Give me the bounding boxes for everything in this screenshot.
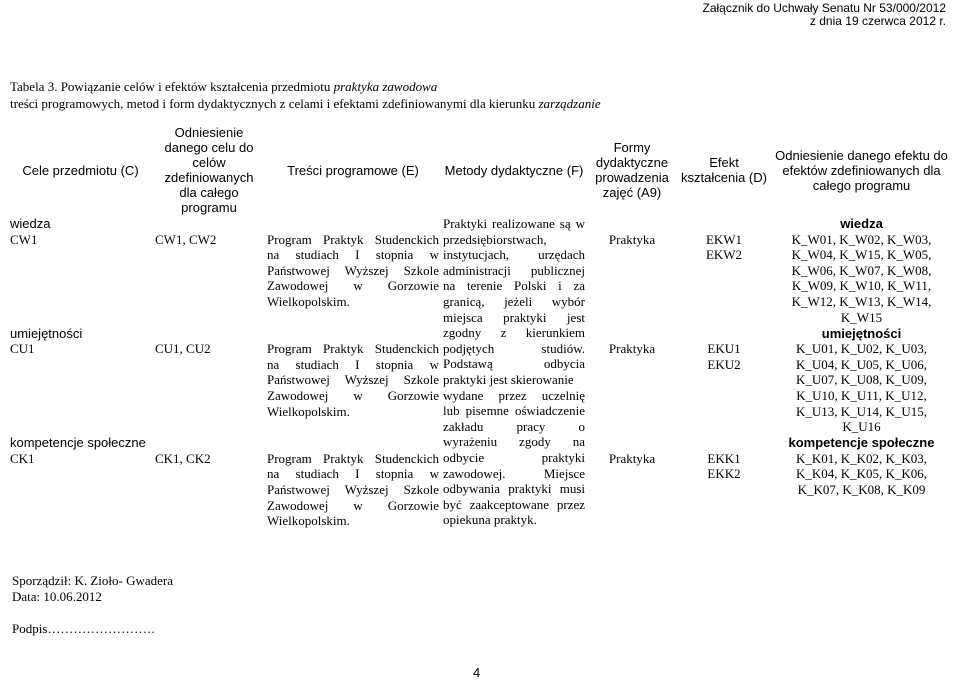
cel-cell: CU1 [10, 341, 35, 357]
header-line-1: Załącznik do Uchwały Senatu Nr 53/000/2012 [702, 1, 946, 15]
table-caption [10, 78, 601, 112]
prepared-date: Data: 10.06.2012 [12, 589, 102, 604]
metody-line: zgodny z kierunkiem [443, 325, 585, 341]
tresc-line: Program Praktyk Studenckich [267, 450, 439, 466]
tresc-cell [265, 451, 441, 529]
metody-line: praktyki jest skierowanie [443, 371, 574, 387]
cel-cell: CK1 [10, 450, 35, 466]
section-row [8, 216, 952, 232]
odniesienie-efektu-cell [771, 451, 952, 529]
odn-efekt-line: K_U16 [842, 419, 881, 435]
tresc-line: na studiach I stopnia w [267, 247, 439, 263]
odn-efekt-line: K_W01, K_W02, K_W03, [791, 231, 932, 247]
tresc-line: Państwowej Wyższej Szkole [267, 262, 439, 278]
odniesienie-celu-cell: CU1, CU2 [155, 341, 211, 357]
header-efekt: Efekt kształcenia (D) [681, 155, 767, 185]
metody-line: wyrażeniu zgody na [443, 434, 585, 450]
cel-cell: CW1 [10, 231, 38, 247]
tresc-line: Wielkopolskim. [267, 293, 350, 309]
odn-efekt-line: K_K04, K_K05, K_K06, [795, 466, 928, 482]
odniesienie-celu-cell: CW1, CW2 [155, 231, 217, 247]
document-header [703, 2, 946, 28]
metody-line: być zaakceptowane przez [443, 496, 585, 512]
odn-efekt-line: K_K07, K_K08, K_K09 [797, 481, 926, 497]
linkage-table [8, 124, 952, 529]
prepared-by: Sporządził: K. Zioło- Gwadera [12, 573, 174, 588]
metody-line: odbycie praktyki [443, 449, 585, 465]
tresc-line: Zawodowej w Gorzowie [267, 387, 439, 403]
caption-text-1: Tabela 3. Powiązanie celów i efektów kształcenia przedmiotu [10, 79, 334, 94]
metody-line: Praktyki realizowane są w [443, 216, 585, 231]
caption-text-2: treści programowych, metod i form dydaktycznych z celami i efektami zdefiniowanymi dla kierunku [10, 96, 539, 111]
odn-efekt-line: K_U10, K_U11, K_U12, [796, 387, 927, 403]
odn-efekt-line: K_U13, K_U14, K_U15, [795, 403, 928, 419]
efekt-line: EKU1 [707, 341, 741, 357]
forma-cell: Praktyka [608, 341, 656, 357]
tresc-line: na studiach I stopnia w [267, 356, 439, 372]
section-label: wiedza [10, 216, 51, 231]
odn-efekt-line: K_W15 [840, 309, 883, 325]
caption-italic-2: zarządzanie [538, 96, 601, 111]
forma-cell: Praktyka [608, 450, 656, 466]
efekt-cell [677, 341, 771, 435]
odn-efekt-line: K_U01, K_U02, K_U03, [795, 341, 928, 357]
metody-line: Podstawą odbycia [443, 356, 585, 372]
tresc-cell [265, 341, 441, 435]
efekt-cell [677, 232, 771, 326]
metody-line: na terenie Polski i za [443, 278, 585, 294]
header-cele: Cele przedmiotu (C) [22, 162, 139, 178]
odniesienie-celu-cell: CK1, CK2 [155, 450, 211, 466]
metody-line: miejsca praktyki jest [443, 309, 585, 325]
tresc-line: Program Praktyk Studenckich [267, 231, 439, 247]
metody-line: administracji publicznej [443, 262, 585, 278]
section-label-right: kompetencje społeczne [788, 435, 935, 451]
caption-italic-1: praktyka zawodowa [333, 79, 438, 94]
section-label-right: umiejętności [821, 325, 902, 341]
header-line-2: z dnia 19 czerwca 2012 r. [809, 14, 946, 28]
odn-efekt-line: K_W12, K_W13, K_W14, [791, 293, 932, 309]
header-tresci: Treści programowe (E) [287, 162, 419, 178]
tresc-line: Zawodowej w Gorzowie [267, 497, 439, 513]
page-number: 4 [473, 665, 481, 680]
header-formy: Formy dydaktyczne prowadzenia zajęć (A9) [595, 140, 669, 200]
efekt-line: EKK1 [707, 450, 741, 466]
metody-cell [441, 216, 587, 529]
section-label-right: wiedza [840, 216, 883, 231]
tresc-line: Państwowej Wyższej Szkole [267, 481, 439, 497]
odn-efekt-line: K_K01, K_K02, K_K03, [795, 450, 928, 466]
efekt-cell [677, 451, 771, 529]
odn-efekt-line: K_W09, K_W10, K_W11, [791, 278, 932, 294]
table-header-row [8, 124, 952, 216]
odn-efekt-line: K_W04, K_W15, K_W05, [791, 247, 932, 263]
metody-line: zakładu pracy o [443, 418, 585, 434]
tresc-cell [265, 232, 441, 326]
metody-line: instytucjach, urzędach [443, 247, 585, 263]
metody-line: lub pisemne oświadczenie [443, 403, 585, 419]
metody-line: granicą, jeżeli wybór [443, 293, 585, 309]
efekt-line: EKK2 [707, 466, 741, 482]
odn-efekt-line: K_W06, K_W07, K_W08, [791, 262, 932, 278]
odniesienie-efektu-cell [771, 232, 952, 326]
tresc-line: Państwowej Wyższej Szkole [267, 372, 439, 388]
header-odniesienie-efektu: Odniesienie danego efektu do efektów zdefiniowanych dla całego programu [775, 147, 948, 193]
metody-line: wydane przez uczelnię [443, 387, 585, 403]
metody-line: zawodowej. Miejsce [443, 465, 585, 481]
tresc-line: Wielkopolskim. [267, 513, 350, 529]
tresc-line: na studiach I stopnia w [267, 466, 439, 482]
metody-line: odbywania praktyki musi [443, 481, 585, 497]
odn-efekt-line: K_U04, K_U05, K_U06, [795, 356, 928, 372]
tresc-line: Program Praktyk Studenckich [267, 341, 439, 357]
metody-line: podjętych studiów. [443, 340, 585, 356]
odn-efekt-line: K_U07, K_U08, K_U09, [795, 372, 928, 388]
header-metody: Metody dydaktyczne (F) [444, 162, 584, 178]
signature-line: Podpis……………………. [12, 621, 155, 636]
odniesienie-efektu-cell [771, 341, 952, 435]
efekt-line: EKU2 [707, 356, 741, 372]
tresc-line: Wielkopolskim. [267, 403, 350, 419]
section-label: kompetencje społeczne [10, 435, 146, 451]
metody-line: przedsiębiorstwach, [443, 231, 547, 247]
metody-line: opiekuna praktyk. [443, 512, 537, 528]
section-label: umiejętności [10, 325, 83, 341]
efekt-line: EKW1 [705, 231, 743, 247]
header-odniesienie-celu: Odniesienie danego celu do celów zdefiniowanych dla całego programu [164, 125, 254, 215]
tresc-line: Zawodowej w Gorzowie [267, 278, 439, 294]
efekt-line: EKW2 [705, 247, 743, 263]
forma-cell: Praktyka [608, 231, 656, 247]
